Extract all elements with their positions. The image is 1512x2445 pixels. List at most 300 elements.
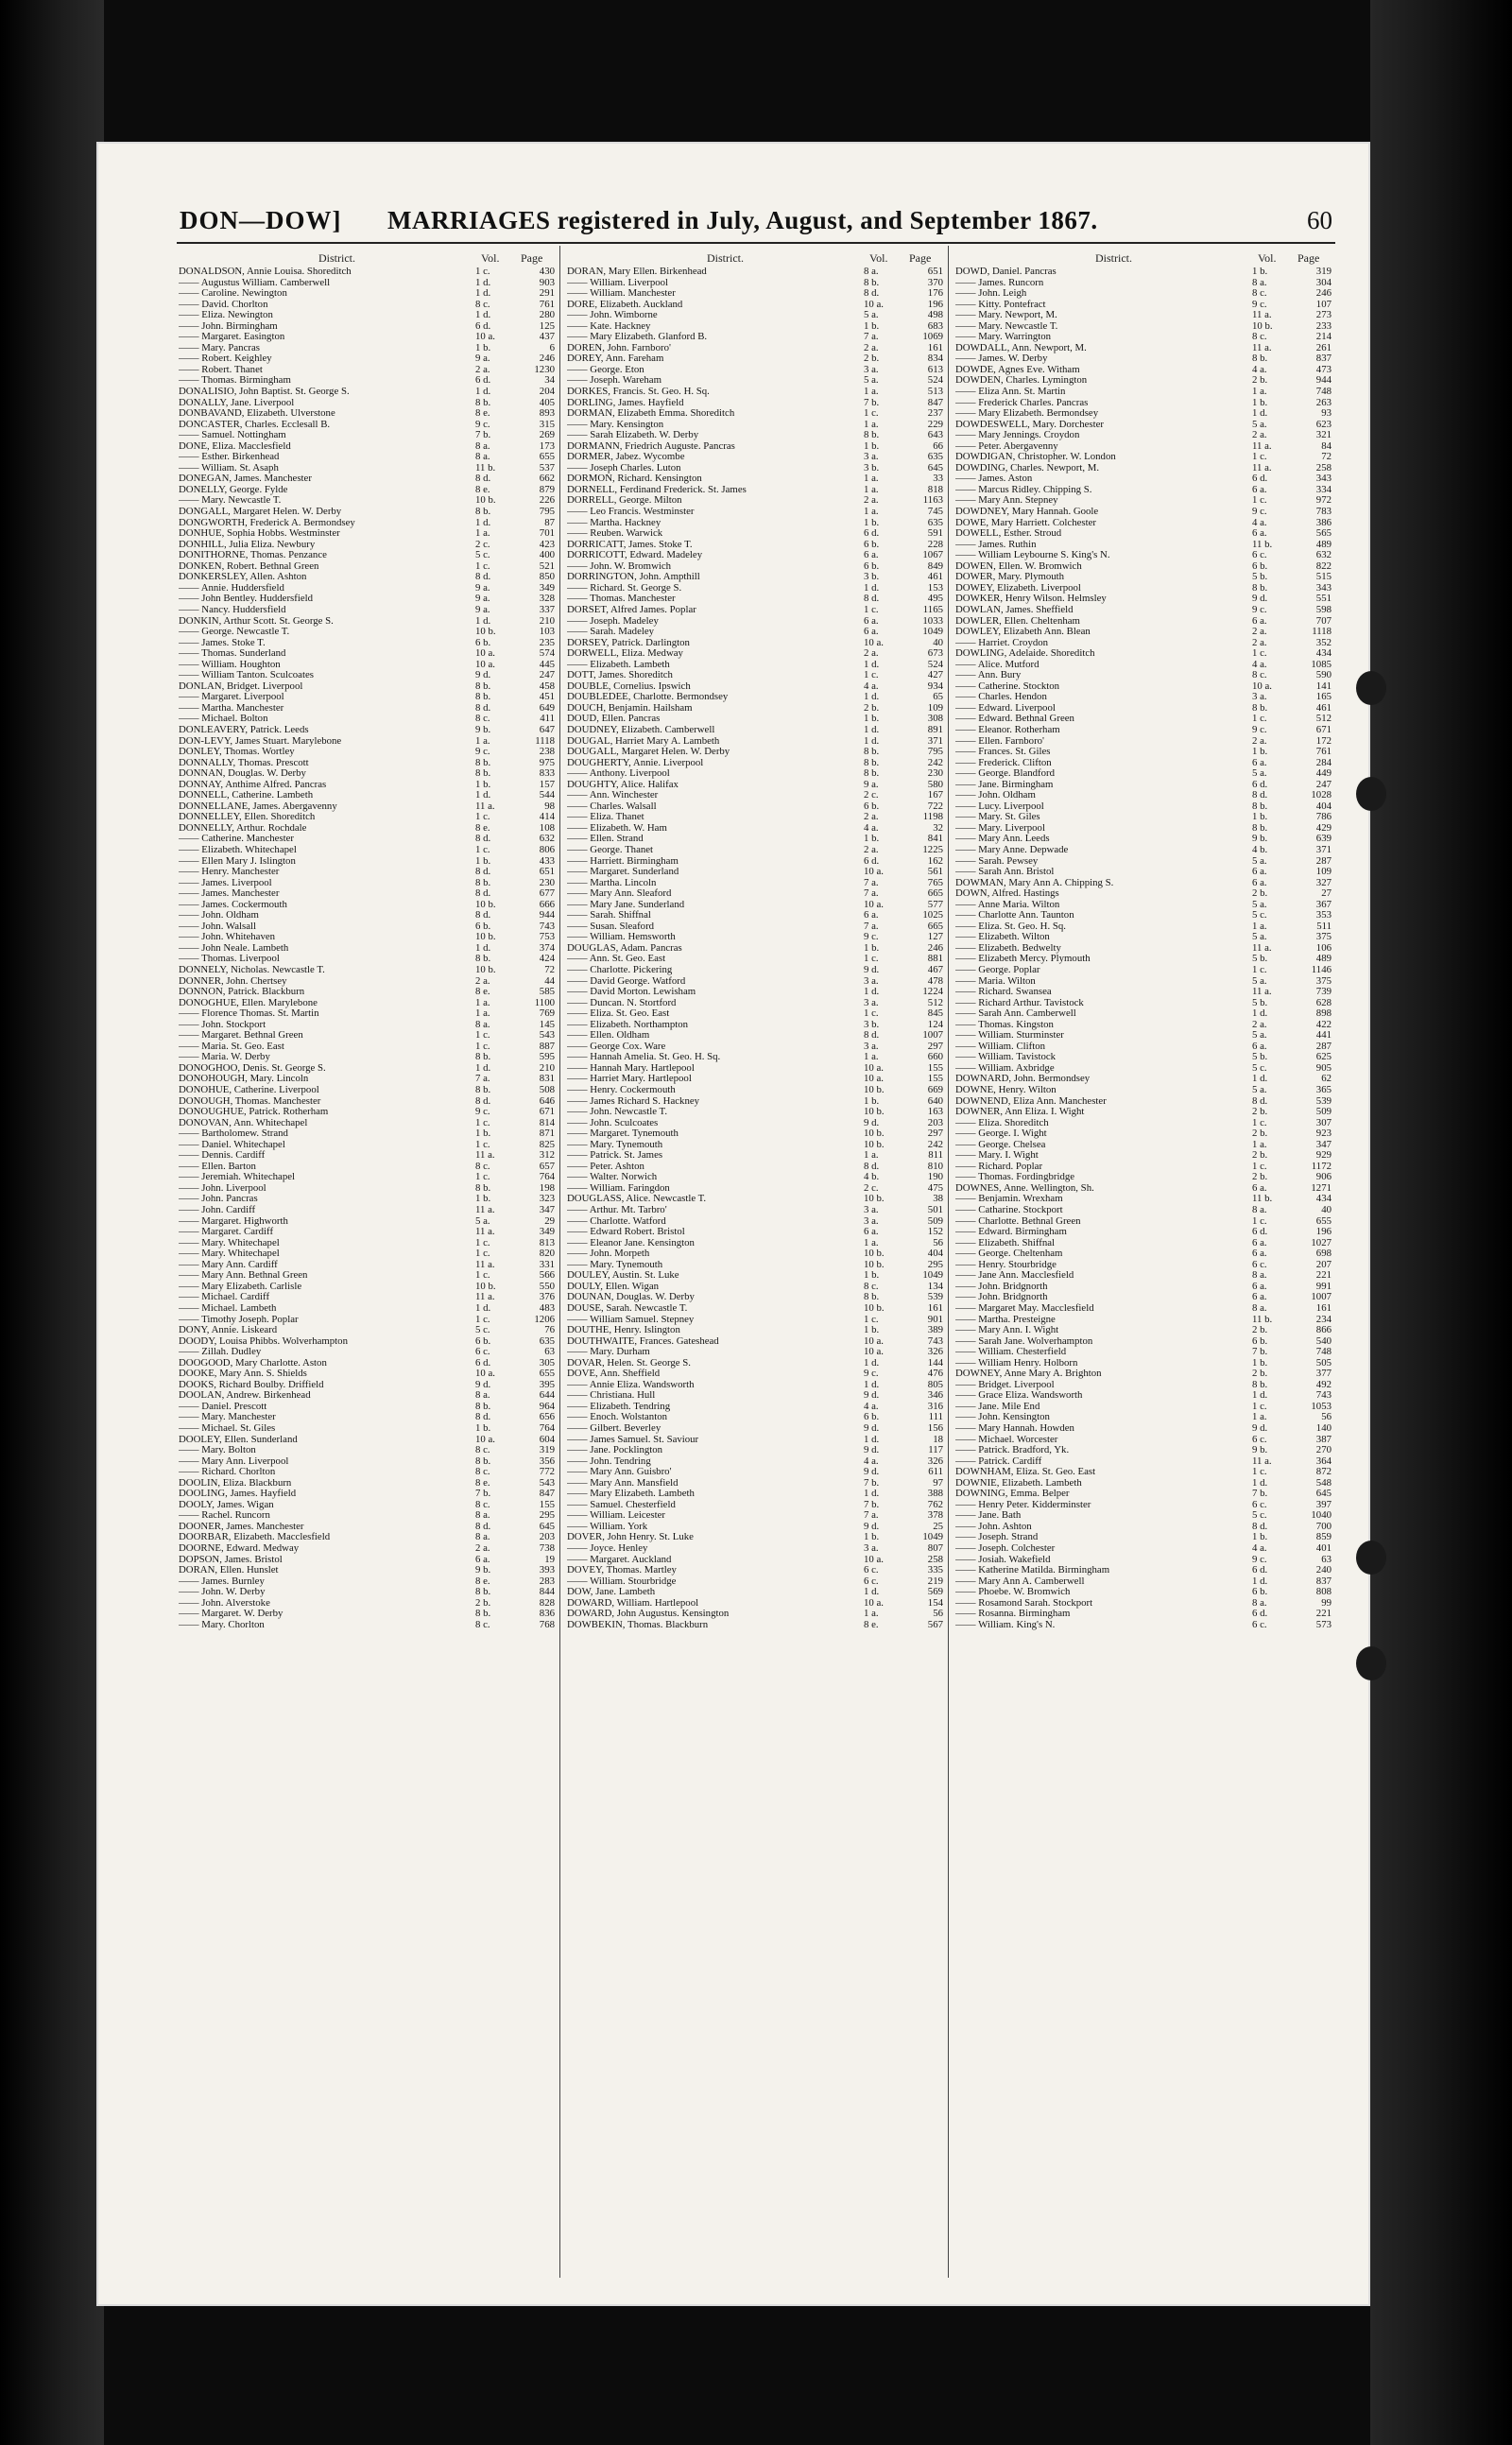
entry-name: DOWN, Alfred. Hastings <box>955 888 1059 900</box>
entry-volume: 8 d. <box>864 287 880 300</box>
entry-name: —— Mary. Kensington <box>567 419 664 430</box>
entry-volume: 1 a. <box>864 473 879 485</box>
entry-page: 722 <box>927 800 943 812</box>
entry-volume: 8 c. <box>475 1498 490 1510</box>
entry-page: 665 <box>927 920 943 932</box>
entry-volume: 6 d. <box>475 374 491 387</box>
entry-volume: 8 b. <box>864 276 880 288</box>
entry-volume: 5 a. <box>864 309 879 321</box>
entry-page: 63 <box>1321 1553 1332 1565</box>
list-item <box>177 638 555 649</box>
entry-page: 18 <box>933 1433 943 1445</box>
entry-name: —— Eliza. St. Geo. H. Sq. <box>955 921 1066 932</box>
entry-page: 287 <box>1315 854 1332 867</box>
list-item <box>954 1107 1332 1118</box>
entry-page: 331 <box>539 1258 555 1270</box>
list-item <box>565 1227 943 1238</box>
entry-name: —— John. Walsall <box>179 921 257 932</box>
entry-page: 319 <box>1315 266 1332 277</box>
list-item <box>565 474 943 485</box>
entry-name: DOVE, Ann. Sheffield <box>567 1369 661 1380</box>
entry-page: 203 <box>539 1531 555 1543</box>
index-column-2 <box>565 246 943 2278</box>
entry-volume: 1 c. <box>864 407 879 420</box>
entry-page: 263 <box>1315 396 1332 408</box>
entry-name: DONNELY, Nicholas. Newcastle T. <box>179 965 325 975</box>
binder-hole <box>1356 1646 1386 1680</box>
list-item <box>565 1042 943 1053</box>
entry-page: 441 <box>1315 1029 1332 1042</box>
entry-name: DOWDEN, Charles. Lymington <box>955 375 1088 387</box>
entry-page: 242 <box>927 756 943 768</box>
entry-page: 505 <box>1315 1356 1332 1369</box>
list-item <box>565 1369 943 1380</box>
entry-name: —— Patrick. St. James <box>567 1150 663 1162</box>
list-item <box>565 1107 943 1118</box>
entry-volume: 4 a. <box>1252 363 1267 375</box>
entry-volume: 8 b. <box>1252 353 1268 365</box>
entry-name: —— Edward. Birmingham <box>955 1227 1067 1238</box>
list-item <box>954 561 1332 573</box>
list-item <box>954 790 1332 801</box>
list-item <box>565 1522 943 1533</box>
entry-page: 847 <box>539 1488 555 1500</box>
entry-page: 836 <box>539 1608 555 1620</box>
list-item <box>177 1020 555 1031</box>
entry-volume: 1 b. <box>864 319 880 332</box>
list-item <box>954 1445 1332 1456</box>
list-item <box>954 1248 1332 1260</box>
entry-page: 404 <box>1315 800 1332 812</box>
entry-name: —— Elizabeth. Bedwelty <box>955 942 1061 954</box>
entry-page: 748 <box>1315 1346 1332 1358</box>
entry-page: 315 <box>539 418 555 430</box>
list-item <box>177 1467 555 1478</box>
entry-volume: 9 a. <box>864 778 879 790</box>
entry-name: —— Rachel. Runcorn <box>179 1510 270 1522</box>
list-item <box>177 528 555 540</box>
list-item <box>177 1390 555 1402</box>
list-item <box>565 812 943 823</box>
entry-name: —— Jeremiah. Whitechapel <box>179 1172 296 1183</box>
entry-volume: 2 c. <box>475 538 490 550</box>
entry-page: 161 <box>1315 1301 1332 1314</box>
entry-page: 598 <box>1315 603 1332 615</box>
entry-volume: 10 a. <box>475 1368 495 1380</box>
entry-page: 611 <box>928 1466 943 1478</box>
entry-volume: 9 c. <box>475 746 490 758</box>
entry-name: —— Thomas. Kingston <box>955 1019 1054 1030</box>
entry-page: 707 <box>1315 614 1332 627</box>
entry-volume: 1 d. <box>864 581 880 594</box>
entry-name: —— Samuel. Chesterfield <box>567 1499 676 1510</box>
entry-volume: 8 d. <box>475 909 491 921</box>
entry-page: 387 <box>1315 1433 1332 1445</box>
list-item <box>954 441 1332 453</box>
list-item <box>565 594 943 605</box>
entry-page: 521 <box>539 560 555 572</box>
list-item <box>177 627 555 638</box>
list-item <box>177 572 555 583</box>
entry-volume: 1 d. <box>864 1433 880 1445</box>
entry-name: DORMON, Richard. Kensington <box>567 474 702 485</box>
entry-page: 475 <box>927 1181 943 1194</box>
entry-name: DORRICOTT, Edward. Madeley <box>567 550 703 561</box>
entry-volume: 8 b. <box>475 1586 491 1598</box>
entry-volume: 9 b. <box>1252 833 1268 845</box>
entry-name: —— Arthur. Mt. Tarbro' <box>567 1205 667 1216</box>
entry-page: 1165 <box>922 603 943 615</box>
entry-volume: 6 b. <box>864 1411 880 1423</box>
entry-name: DOVAR, Helen. St. George S. <box>567 1357 691 1369</box>
entry-page: 929 <box>1315 1149 1332 1162</box>
list-item <box>177 1260 555 1271</box>
entry-page: 495 <box>927 593 943 605</box>
entry-page: 753 <box>539 931 555 943</box>
entry-volume: 5 b. <box>1252 996 1268 1008</box>
entry-name: —— John. Wimborne <box>567 310 658 321</box>
entry-page: 228 <box>927 538 943 550</box>
list-item <box>177 1423 555 1435</box>
entry-name: DORNELL, Ferdinand Frederick. St. James <box>567 484 747 495</box>
list-item <box>954 1543 1332 1555</box>
entry-name: DOUBLE, Cornelius. Ipswich <box>567 680 691 692</box>
list-item <box>954 1260 1332 1271</box>
entry-page: 585 <box>539 986 555 998</box>
entry-volume: 2 a. <box>864 843 879 855</box>
list-item <box>565 1008 943 1020</box>
entry-page: 872 <box>1315 1466 1332 1478</box>
entry-name: —— George. Cheltenham <box>955 1248 1063 1260</box>
entry-name: —— William. King's N. <box>955 1619 1056 1630</box>
list-item <box>954 736 1332 748</box>
list-item <box>177 1282 555 1293</box>
entry-page: 550 <box>539 1280 555 1292</box>
list-item <box>954 430 1332 441</box>
entry-page: 258 <box>1315 461 1332 474</box>
entry-page: 544 <box>539 789 555 801</box>
entry-page: 111 <box>928 1411 943 1423</box>
entry-page: 353 <box>1315 909 1332 921</box>
entry-volume: 8 d. <box>475 1411 491 1423</box>
entry-page: 295 <box>539 1509 555 1522</box>
entry-name: —— Maria. W. Derby <box>179 1052 270 1063</box>
entry-volume: 3 b. <box>864 571 880 583</box>
list-item <box>565 1315 943 1326</box>
list-item <box>954 310 1332 321</box>
entry-volume: 6 c. <box>1252 1433 1267 1445</box>
list-item <box>954 648 1332 660</box>
list-item <box>177 703 555 715</box>
list-item <box>177 1620 555 1631</box>
entry-volume: 6 b. <box>1252 1334 1268 1347</box>
entry-page: 655 <box>1315 1214 1332 1227</box>
entry-volume: 5 a. <box>1252 418 1267 430</box>
entry-name: —— Martha. Hackney <box>567 517 662 528</box>
entry-volume: 1 b. <box>1252 1356 1268 1369</box>
entry-volume: 6 b. <box>1252 560 1268 572</box>
entry-page: 374 <box>539 941 555 954</box>
entry-volume: 8 e. <box>475 483 490 495</box>
entry-name: DOVER, John Henry. St. Luke <box>567 1532 694 1543</box>
list-item <box>565 300 943 311</box>
entry-page: 230 <box>927 767 943 780</box>
entry-name: —— Edward. Liverpool <box>955 702 1056 714</box>
entry-page: 240 <box>1315 1564 1332 1576</box>
entry-name: DONY, Annie. Liskeard <box>179 1325 278 1336</box>
entry-name: —— Frederick Charles. Pancras <box>955 397 1089 408</box>
entry-name: DONLEY, Thomas. Wortley <box>179 747 295 758</box>
entry-page: 203 <box>927 1116 943 1128</box>
entry-volume: 1 b. <box>864 1324 880 1336</box>
entry-page: 156 <box>927 1421 943 1434</box>
list-item <box>177 452 555 463</box>
entry-volume: 8 d. <box>864 1029 880 1042</box>
entry-page: 352 <box>1315 636 1332 648</box>
list-item <box>954 452 1332 463</box>
entry-page: 270 <box>1315 1444 1332 1456</box>
entry-volume: 8 a. <box>1252 1301 1267 1314</box>
entry-volume: 8 d. <box>475 1094 491 1107</box>
entry-page: 204 <box>539 386 555 398</box>
list-item <box>565 1303 943 1315</box>
entry-volume: 10 a. <box>1252 680 1272 692</box>
entry-name: —— Margaret. Liverpool <box>179 692 284 703</box>
entry-page: 326 <box>927 1455 943 1467</box>
list-item <box>177 1380 555 1391</box>
list-item <box>177 1128 555 1140</box>
entry-page: 458 <box>539 680 555 692</box>
entry-volume: 1 c. <box>1252 1466 1267 1478</box>
list-item <box>954 627 1332 638</box>
entry-volume: 10 b. <box>475 964 496 975</box>
entry-page: 573 <box>1315 1618 1332 1630</box>
entry-volume: 8 b. <box>475 756 491 768</box>
list-item <box>954 1292 1332 1303</box>
list-item <box>177 398 555 409</box>
entry-volume: 6 c. <box>1252 1618 1267 1630</box>
list-item <box>954 856 1332 868</box>
entry-page: 145 <box>539 1018 555 1030</box>
list-item <box>177 1118 555 1129</box>
entry-name: —— Margaret. Auckland <box>567 1554 672 1565</box>
entry-page: 19 <box>544 1553 555 1565</box>
entry-volume: 8 d. <box>475 701 491 714</box>
list-item <box>954 540 1332 551</box>
entry-volume: 3 a. <box>1252 691 1267 703</box>
entry-name: —— Mary. Newcastle T. <box>955 320 1058 332</box>
entry-name: DOWER, Mary. Plymouth <box>955 572 1065 583</box>
entry-page: 247 <box>1315 778 1332 790</box>
entry-name: —— William Henry. Holborn <box>955 1357 1078 1369</box>
entry-page: 56 <box>933 1608 943 1620</box>
entry-volume: 1 d. <box>475 789 491 801</box>
list-item <box>565 1620 943 1631</box>
entry-page: 196 <box>927 298 943 310</box>
list-item <box>565 856 943 868</box>
entry-name: DOWNES, Anne. Wellington, Sh. <box>955 1182 1094 1194</box>
entry-page: 433 <box>539 854 555 867</box>
entry-name: —— William Leybourne S. King's N. <box>955 550 1110 561</box>
list-item <box>177 998 555 1009</box>
entry-name: DOW, Jane. Lambeth <box>567 1587 656 1598</box>
entry-volume: 5 c. <box>1252 1061 1267 1074</box>
entry-volume: 9 d. <box>864 1520 880 1532</box>
entry-page: 371 <box>1315 843 1332 855</box>
list-item <box>565 1347 943 1358</box>
entry-volume: 2 b. <box>475 1596 491 1609</box>
entry-volume: 6 d. <box>1252 1226 1268 1238</box>
entry-name: —— Mary. Manchester <box>179 1412 276 1423</box>
list-item <box>177 1336 555 1348</box>
entry-name: DOWELL, Esther. Stroud <box>955 528 1062 540</box>
entry-volume: 5 b. <box>1252 953 1268 965</box>
list-item <box>177 888 555 900</box>
entry-page: 639 <box>1315 833 1332 845</box>
entry-volume: 8 a. <box>475 439 490 452</box>
entry-volume: 3 a. <box>864 1204 879 1216</box>
entry-name: —— Florence Thomas. St. Martin <box>179 1008 319 1020</box>
entry-name: DONOHOUGH, Mary. Lincoln <box>179 1074 309 1085</box>
entry-page: 489 <box>1315 953 1332 965</box>
entry-name: —— George Cox. Ware <box>567 1041 666 1052</box>
entry-name: DONITHORNE, Thomas. Penzance <box>179 550 327 561</box>
entry-volume: 1 c. <box>864 603 879 615</box>
list-item <box>954 1555 1332 1566</box>
entry-name: —— Jane Ann. Macclesfield <box>955 1270 1074 1282</box>
entry-page: 647 <box>539 723 555 735</box>
list-item <box>177 278 555 289</box>
entry-name: —— William. Axbridge <box>955 1062 1055 1074</box>
entry-volume: 6 a. <box>1252 1181 1267 1194</box>
list-item <box>177 1183 555 1195</box>
list-item <box>565 1390 943 1402</box>
entry-name: —— Edward. Bethnal Green <box>955 714 1074 725</box>
entry-page: 377 <box>1315 1368 1332 1380</box>
entry-name: —— Charlotte. Pickering <box>567 965 673 975</box>
entry-name: —— Eliza. Newington <box>179 310 273 321</box>
entry-volume: 1 d. <box>475 516 491 528</box>
list-item <box>177 365 555 376</box>
entry-page: 478 <box>927 974 943 987</box>
entry-name: —— James. Cockermouth <box>179 899 287 910</box>
entry-page: 512 <box>927 996 943 1008</box>
entry-page: 134 <box>927 1280 943 1292</box>
entry-volume: 8 b. <box>864 756 880 768</box>
list-item <box>177 1172 555 1183</box>
list-item <box>565 1423 943 1435</box>
entry-volume: 8 d. <box>864 1160 880 1172</box>
list-item <box>565 1118 943 1129</box>
entry-page: 84 <box>1321 439 1332 452</box>
scan-border-right <box>1370 0 1512 2445</box>
entry-page: 98 <box>544 800 555 812</box>
entry-volume: 9 a. <box>475 593 490 605</box>
entry-name: —— Margaret. Easington <box>179 332 285 343</box>
entry-name: DOOLEY, Ellen. Sunderland <box>179 1434 298 1445</box>
entry-page: 312 <box>539 1149 555 1162</box>
entry-volume: 8 e. <box>475 407 490 420</box>
entry-name: DORLING, James. Hayfield <box>567 397 684 408</box>
entry-name: —— Mary Ann. Guisbro' <box>567 1467 672 1478</box>
entry-name: —— John. Oldham <box>955 790 1036 801</box>
list-item <box>954 463 1332 474</box>
entry-name: —— Ellen. Strand <box>567 834 644 845</box>
list-item <box>565 1140 943 1151</box>
list-item <box>954 1358 1332 1369</box>
entry-page: 349 <box>539 1226 555 1238</box>
entry-volume: 9 d. <box>475 669 491 681</box>
vol-heading: Vol. <box>869 251 888 265</box>
entry-page: 831 <box>539 1073 555 1085</box>
entry-volume: 1 b. <box>475 341 491 353</box>
entry-volume: 9 d. <box>1252 593 1268 605</box>
entry-volume: 1 c. <box>1252 494 1267 507</box>
entry-page: 247 <box>539 669 555 681</box>
entry-name: DOVEY, Thomas. Martley <box>567 1565 677 1576</box>
entry-volume: 3 a. <box>864 974 879 987</box>
entry-name: DOUD, Ellen. Pancras <box>567 714 661 725</box>
entry-page: 219 <box>927 1575 943 1587</box>
entry-volume: 11 a. <box>475 1226 495 1238</box>
entry-volume: 8 b. <box>864 767 880 780</box>
list-item <box>565 353 943 365</box>
entry-name: DORRINGTON, John. Ampthill <box>567 572 700 583</box>
list-item <box>177 1052 555 1063</box>
entry-volume: 6 a. <box>1252 1236 1267 1248</box>
header-rule <box>177 242 1335 244</box>
list-item <box>565 1467 943 1478</box>
entry-name: —— Jane. Mile End <box>955 1401 1040 1412</box>
entry-name: —— Frederick. Clifton <box>955 757 1052 768</box>
entry-name: —— Margaret. Highworth <box>179 1215 288 1227</box>
list-item <box>954 801 1332 813</box>
entry-page: 1224 <box>922 986 943 998</box>
entry-volume: 1 b. <box>475 1193 491 1205</box>
entry-volume: 10 b. <box>475 931 496 943</box>
entry-name: —— Mary Elizabeth. Bermondsey <box>955 408 1099 420</box>
entry-page: 29 <box>544 1214 555 1227</box>
entry-volume: 8 a. <box>1252 1269 1267 1282</box>
entry-volume: 8 b. <box>1252 800 1268 812</box>
entry-page: 669 <box>927 1084 943 1096</box>
list-item <box>565 408 943 420</box>
entry-name: —— Henry. Cockermouth <box>567 1085 676 1096</box>
entry-page: 327 <box>1315 876 1332 888</box>
entry-volume: 10 b. <box>864 1301 885 1314</box>
list-item <box>565 790 943 801</box>
list-item <box>565 888 943 900</box>
list-item <box>954 1270 1332 1282</box>
entry-volume: 1 a. <box>1252 920 1267 932</box>
entry-volume: 3 a. <box>864 1040 879 1052</box>
entry-volume: 1 c. <box>475 1029 490 1042</box>
entry-volume: 1 b. <box>864 1269 880 1282</box>
list-item <box>954 725 1332 736</box>
list-item <box>954 965 1332 976</box>
entry-volume: 7 a. <box>864 920 879 932</box>
entry-volume: 1 d. <box>475 614 491 627</box>
list-item <box>177 1609 555 1620</box>
entry-page: 655 <box>539 451 555 463</box>
entry-name: —— Sarah Ann. Camberwell <box>955 1008 1076 1020</box>
list-item <box>954 1412 1332 1423</box>
entry-name: —— John Neale. Lambeth <box>179 942 289 954</box>
list-item <box>177 1008 555 1020</box>
entry-name: DORAN, Ellen. Hunslet <box>179 1565 279 1576</box>
entry-volume: 8 d. <box>475 833 491 845</box>
entry-page: 284 <box>1315 756 1332 768</box>
